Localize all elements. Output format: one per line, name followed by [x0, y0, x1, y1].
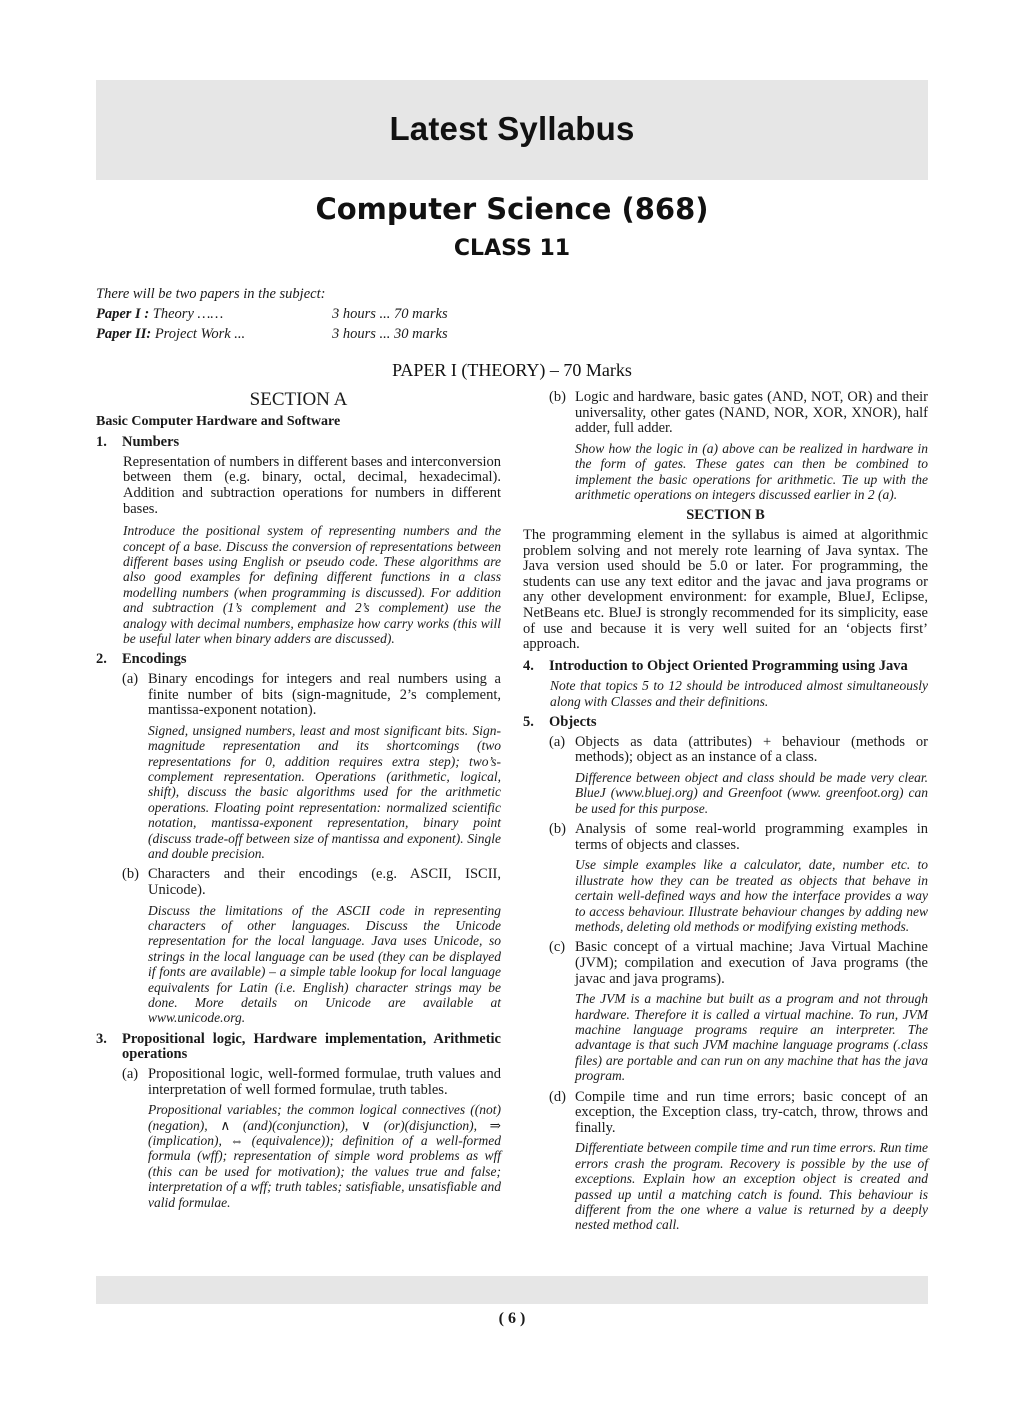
class-title: CLASS 11 — [453, 236, 571, 261]
topic-title: Objects — [549, 714, 597, 731]
topic-3b-note: Show how the logic in (a) above can be realized in hardware in the form of gates. These gates can then be combined to implement the basic operations for arithmetic. Tie up with the arithmetic operations on integers discussed earlier in 2 (a). — [575, 440, 928, 502]
subject-title: Computer Science (868) — [315, 192, 709, 226]
item-label: (a) — [549, 733, 566, 750]
section-a-heading: SECTION A — [249, 389, 348, 410]
topic-number: 1. — [96, 434, 107, 451]
topic-5d-note: Differentiate between compile time and run time errors. Run time errors crash the program. Recovery is possible by the use of exceptions. Explain how an exception object is created and passed up until a matching catch is found. This behaviour is different from the one where a value is returned by a deeply nested method call. — [575, 1140, 928, 1233]
item-label: (a) — [122, 671, 139, 687]
topic-number: 5. — [523, 714, 534, 731]
topic-1-note: Introduce the positional system of representing numbers and the concept of a base. Discuss the conversion of representations between different bases using English or pseudo code. These algorithms are also good examples for defining different functions in a class modelling numbers (when programming is discussed). For addition and subtraction (1’s complement and 2’s complement) use the analogy with decimal numbers, emphasize how carry works (this will be useful later when binary adders are discussed). — [123, 523, 501, 646]
topic-2a-note: Signed, unsigned numbers, least and most significant bits. Sign-magnitude representation and its shortcomings (two representations for 0, addition requires extra step); two’s-complement representation. Operations (arithmetic, logical, shift), discuss the basic algorithms used for the arithmetic operations. Floating point representation: normalized scientific notation, mantissa-exponent representation, binary point (discuss trade-off between size of mantissa and exponent). Single and double precision. — [148, 722, 501, 862]
topic-3-heading — [96, 1032, 501, 1063]
topic-4-note: Note that topics 5 to 12 should be introduced almost simultaneously along with Classes and their definitions. — [550, 678, 928, 709]
right-column — [523, 390, 928, 1239]
item-label: (a) — [122, 1066, 139, 1083]
topic-5d-item — [549, 1090, 928, 1137]
topic-5c-note: The JVM is a machine but built as a program and not through hardware. Therefore it is called a virtual machine. To run, JVM machine language programs require an interpreter. The advantage is that such JVM machine language programs (.class files) are portable and can run on any machine that has the java program. — [575, 991, 928, 1084]
item-label: (c) — [549, 939, 566, 956]
item-label: (b) — [122, 866, 139, 883]
topic-5-heading — [523, 715, 928, 731]
left-column — [96, 390, 501, 1216]
topic-2b-item — [122, 867, 501, 898]
paper1-row — [96, 304, 516, 324]
topic-1-heading — [96, 435, 501, 451]
topic-1-text: Representation of numbers in different bases and interconversion between them (e.g. binary, octal, decimal, hexadecimal). Addition and subtraction operations for numbers in different bases. — [123, 453, 501, 517]
item-text: Characters and their encodings (e.g. ASCII, ISCII, Unicode). — [148, 866, 501, 899]
topic-5a-note: Difference between object and class should be made very clear. BlueJ (www.bluej.org) and Greenfoot (www. greenfoot.org) can be used for this purpose. — [575, 769, 928, 816]
topic-number: 2. — [96, 651, 107, 668]
topic-5b-note: Use simple examples like a calculator, date, number etc. to illustrate how they can be treated as objects that behave in certain well-defined ways and how the interface provides a way to access behaviour. Illustrate behaviour changes by adding new methods, deleting old methods or modifying existing methods. — [575, 857, 928, 934]
topic-2a-item — [122, 672, 501, 719]
item-text: Analysis of some real-world programming examples in terms of objects and classes. — [575, 821, 928, 853]
footer-bar — [96, 1276, 928, 1304]
section-b-heading: SECTION B — [686, 507, 765, 524]
section-b-intro: The programming element in the syllabus is aimed at algorithmic problem solving and not merely rote learning of Java syntax. The Java version used should be 5.0 or later. For programming, the students can use any text editor and the javac and java programs or any other development environment: for example, BlueJ, Eclipse, NetBeans etc. BlueJ is strongly recommended for its simplicity, ease of use and because it is very well suited for an ‘objects first’ approach. — [523, 527, 928, 653]
paper1-time: 3 hours ... 70 marks — [332, 306, 448, 322]
intro-line: There will be two papers in the subject: — [96, 286, 326, 302]
item-text: Logic and hardware, basic gates (AND, NOT, OR) and their universality, other gates (NAND, NOR, XOR, XNOR), half adder, full adder. — [575, 389, 928, 437]
topic-5c-item — [549, 940, 928, 987]
topic-number: 3. — [96, 1030, 107, 1047]
topic-3b-item — [549, 390, 928, 437]
item-text: Binary encodings for integers and real numbers using a finite number of bits (sign-magnitude, 2’s complement, mantissa-exponent notation). — [148, 671, 501, 719]
topic-title: Introduction to Object Oriented Programming using Java — [549, 657, 908, 674]
paper2-row — [96, 324, 516, 344]
topic-5a-item — [549, 735, 928, 766]
item-label: (d) — [549, 1088, 566, 1105]
paper-heading: PAPER I (THEORY) – 70 Marks — [392, 360, 632, 380]
paper2-label: Paper II: — [96, 326, 152, 342]
banner-title: Latest Syllabus — [389, 110, 635, 147]
paper1-label: Paper I : — [96, 306, 150, 322]
topic-title: Numbers — [122, 434, 180, 451]
topic-number: 4. — [523, 657, 534, 674]
item-text: Compile time and run time errors; basic concept of an exception, the Exception class, try-catch, throw, throws and finally. — [575, 1088, 928, 1136]
paper2-time: 3 hours ... 30 marks — [332, 326, 448, 342]
topic-2b-note: Discuss the limitations of the ASCII code in representing characters of other languages. Discuss the Unicode representation for the local language. Java uses Unicode, so strings in the local language can be used (they can be displayed if fonts are available) – a simple table lookup for local language equivalents for Latin (i.e. English) character strings may be done. More details on Unicode are available at www.unicode.org. — [148, 902, 501, 1026]
section-a-subheading: Basic Computer Hardware and Software — [96, 413, 341, 429]
topic-2-heading — [96, 652, 501, 668]
topic-4-heading — [523, 659, 928, 675]
item-text: Propositional logic, well-formed formulae, truth values and interpretation of well formed formulae, truth tables. — [148, 1066, 501, 1098]
item-label: (b) — [549, 821, 566, 838]
topic-title: Encodings — [122, 651, 187, 668]
item-text: Basic concept of a virtual machine; Java Virtual Machine (JVM); compilation and execution of Java programs (the javac and java programs). — [575, 939, 928, 987]
papers-intro — [96, 284, 516, 344]
topic-5b-item — [549, 822, 928, 853]
page-number: ( 6 ) — [498, 1310, 526, 1327]
paper1-name: Theory …… — [149, 306, 224, 322]
paper2-name: Project Work ... — [151, 326, 246, 342]
item-label: (b) — [549, 389, 566, 405]
item-text: Objects as data (attributes) + behaviour (methods or methods); object as an instance of a class. — [575, 733, 928, 766]
topic-3a-note: Propositional variables; the common logical connectives ((not)(negation), ∧ (and)(conjunction), ∨ (or)(disjunction), ⇒ (implication), ⇔ (equivalence)); definition of a well-formed formula (wff); representation of simple word problems as wff (this can be used for motivation); the values true and false; interpretation of a wff; truth tables; satisfiable, unsatisfiable and valid formulae. — [148, 1102, 501, 1210]
topic-3a-item — [122, 1067, 501, 1098]
topic-title: Propositional logic, Hardware implementation, Arithmetic operations — [122, 1030, 501, 1063]
